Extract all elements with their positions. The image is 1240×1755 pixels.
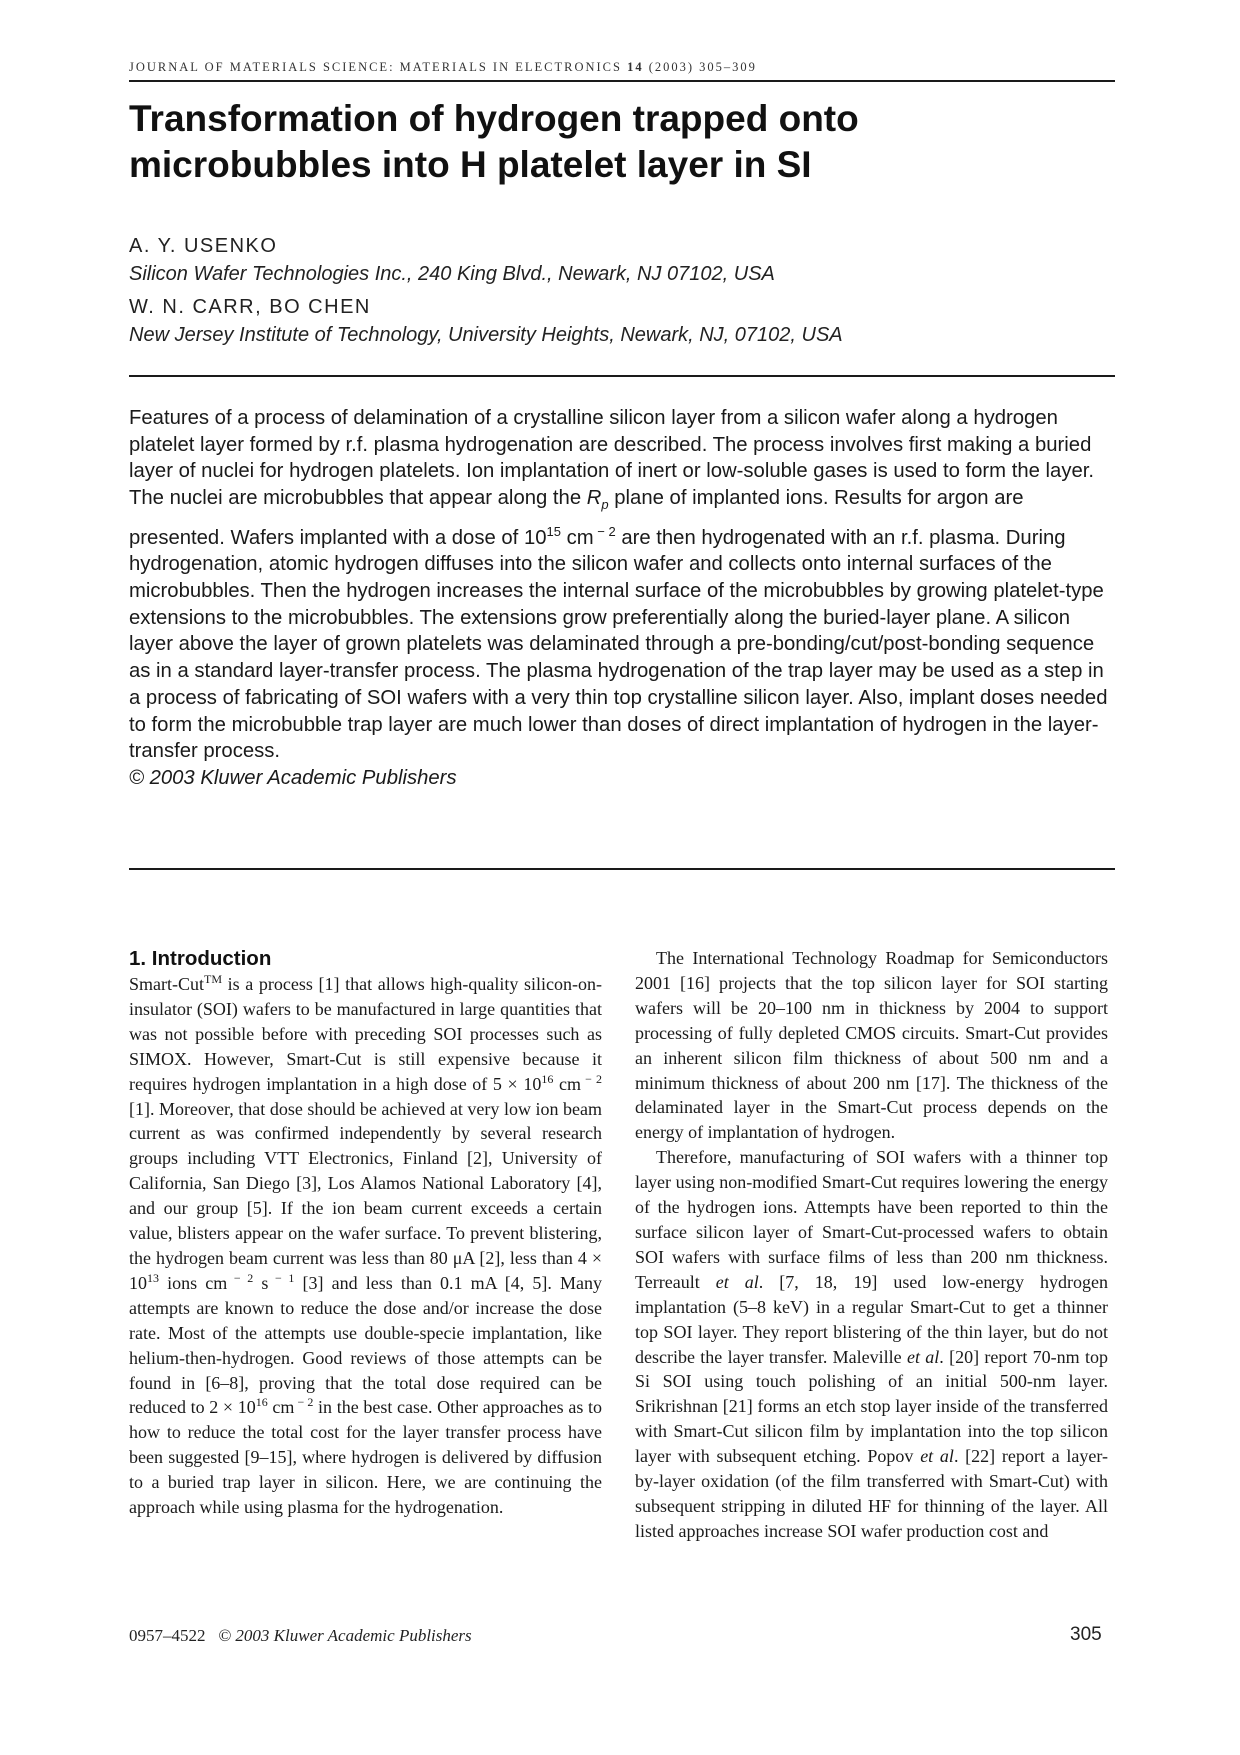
footer-issn-copyright xyxy=(129,1626,472,1646)
abstract-text: Features of a process of delamination of a crystalline silicon layer from a silicon wafer along a hydrogen platelet layer formed by r.f. plasma hydrogenation are described. The process involves first making a buried layer of nuclei for hydrogen platelets. Ion implantation of inert or low-soluble gases is used to form the layer. The nuclei are microbubbles that appear along the xyxy=(129,407,1095,510)
body-text: . [22] report a layer-by-layer oxidation (of the film transferred with Smart-Cut) with subsequent stripping in diluted HF for thinning of the layer. All listed approaches increase SOI wafer production cost and xyxy=(635,1446,1108,1541)
exponent: 15 xyxy=(546,523,561,539)
author-affiliation: Silicon Wafer Technologies Inc., 240 King Blvd., Newark, NJ 07102, USA xyxy=(129,263,775,285)
author-name: A. Y. USENKO xyxy=(129,235,278,257)
page-number: 305 xyxy=(1070,1624,1102,1645)
journal-volume: 14 xyxy=(627,60,644,74)
exponent: 13 xyxy=(147,1270,159,1285)
abstract-text: plane of implanted ions. Results for argon are presented. Wafers implanted with a dose of 10 xyxy=(129,487,1024,549)
unit: s xyxy=(253,1272,269,1293)
et-al: et al xyxy=(715,1271,759,1292)
abstract xyxy=(129,405,1115,792)
intro-paragraph xyxy=(129,972,602,1520)
abstract-bottom-divider xyxy=(129,868,1115,870)
et-al: et al xyxy=(920,1446,954,1467)
unit: cm xyxy=(560,526,594,549)
journal-header xyxy=(129,60,1115,82)
exponent: 16 xyxy=(255,1395,268,1410)
abstract-text: are then hydrogenated with an r.f. plasma. During hydrogenation, atomic hydrogen diffuses into the silicon wafer and collects onto internal surfaces of the microbubbles. Then the hydrogen increases the internal surface of the microbubbles by growing platelet-type extensions to the microbubbles. The extensions grow preferentially along the buried-layer plane. A silicon layer above the layer of grown platelets was delaminated through a pre-bonding/cut/post-bonding sequence as in a standard layer-transfer process. The plasma hydrogenation of the trap layer may be used as a step in a process of fabricating of SOI wafers with a very thin top crystalline silicon layer. Also, implant doses needed to form the microbubble trap layer are much lower than doses of direct implantation of hydrogen in the layer-transfer process. xyxy=(129,526,1108,763)
body-text: Smart-Cut xyxy=(129,974,204,994)
footer-copyright: © 2003 Kluwer Academic Publishers xyxy=(218,1626,472,1645)
title-line-1: Transformation of hydrogen trapped onto xyxy=(129,98,859,139)
body-text: . [7, 18, 19] used low-energy hydrogen implantation (5–8 keV) in a regular Smart-Cut to get a thinner top SOI layer. They report blistering of the thin layer, but do not describe the layer transfer. Maleville xyxy=(635,1271,1108,1367)
unit: cm xyxy=(553,1073,581,1094)
author-name: W. N. CARR, BO CHEN xyxy=(129,296,371,318)
body-text: [1]. Moreover, that dose should be achieved at very low ion beam current as was confirmed independently by several research groups including VTT Electronics, Finland [2], University of California, San Diego [3], Los Alamos National Laboratory [4], and our group [5]. If the ion beam current exceeds a certain value, blisters appear on the wafer surface. To prevent blistering, the hydrogen beam current was less than 80 μA [2], less than 4 × 10 xyxy=(129,1098,602,1293)
unit: cm xyxy=(267,1397,295,1418)
abstract-copyright: © 2003 Kluwer Academic Publishers xyxy=(129,766,457,789)
author-block xyxy=(129,232,1115,349)
title-line-2: microbubbles into H platelet layer in SI xyxy=(129,144,812,185)
symbol-p: p xyxy=(601,497,609,513)
et-al: et al xyxy=(906,1346,940,1367)
body-text: Therefore, manufacturing of SOI wafers with a thinner top layer using non-modified Smart-Cut requires lowering the energy of the hydrogen ions. Attempts have been reported to thin the surface silicon layer of Smart-Cut-processed wafers to obtain SOI wafers with surface films of less than 200 nm thickness. Terreault xyxy=(635,1147,1108,1292)
abstract-top-divider xyxy=(129,375,1115,377)
body-text: in the best case. Other approaches as to how to reduce the total cost for the layer transfer process have been suggested [9–15], where hydrogen is delivered by diffusion to a buried trap layer in silicon. Here, we are continuing the approach while using plasma for the hydrogenation. xyxy=(129,1397,602,1518)
body-text: [3] and less than 0.1 mA [4, 5]. Many attempts are known to reduce the dose and/or increase the dose rate. Most of the attempts use double-specie implantation, like helium-then-hydrogen. Good reviews of those attempts can be found in [6–8], proving that the total dose required can be reduced to 2 × 10 xyxy=(129,1272,602,1418)
exponent: − 2 xyxy=(294,1395,314,1410)
exponent: − 1 xyxy=(268,1270,295,1285)
symbol-r: R xyxy=(586,487,602,510)
exponent: − 2 xyxy=(593,523,616,539)
section-heading: 1. Introduction xyxy=(129,947,272,970)
paper-title xyxy=(129,96,1115,188)
body-paragraph: The International Technology Roadmap for Semiconductors 2001 [16] projects that the top silicon layer for SOI starting wafers will be 20–100 nm in thickness by 2004 to support processing of fully depleted CMOS circuits. Smart-Cut provides an inherent silicon film thickness of about 500 nm and a minimum thickness of about 200 nm [17]. The thickness of the delaminated layer in the Smart-Cut process depends on the energy of implantation of hydrogen. xyxy=(635,948,1108,1143)
author-group-2 xyxy=(129,293,1115,349)
right-column xyxy=(635,946,1108,1544)
trademark: TM xyxy=(204,972,222,986)
author-group-1 xyxy=(129,232,1115,288)
exponent: − 2 xyxy=(227,1270,254,1285)
journal-year-pages: (2003) 305–309 xyxy=(648,60,757,74)
footer-issn: 0957–4522 xyxy=(129,1626,206,1645)
unit: ions cm xyxy=(159,1272,228,1293)
exponent: − 2 xyxy=(580,1071,602,1086)
body-text: is a process [1] that allows high-quality silicon-on-insulator (SOI) wafers to be manufactured in large quantities that was not possible before with preceding SOI processes such as SIMOX. However, Smart-Cut is still expensive because it requires hydrogen implantation in a high dose of 5 × 10 xyxy=(129,974,602,1094)
journal-name: JOURNAL OF MATERIALS SCIENCE: MATERIALS IN ELECTRONICS xyxy=(129,60,622,74)
body-text: . [20] report 70-nm top Si SOI using touch polishing of an initial 500-nm layer. Srikrishnan [21] forms an etch stop layer inside of the transferred with Smart-Cut silicon film by implantation into the top silicon layer with subsequent etching. Popov xyxy=(635,1346,1108,1467)
author-affiliation: New Jersey Institute of Technology, University Heights, Newark, NJ, 07102, USA xyxy=(129,324,843,346)
left-column xyxy=(129,946,602,1520)
body-paragraph xyxy=(635,1145,1108,1544)
exponent: 16 xyxy=(541,1071,554,1086)
